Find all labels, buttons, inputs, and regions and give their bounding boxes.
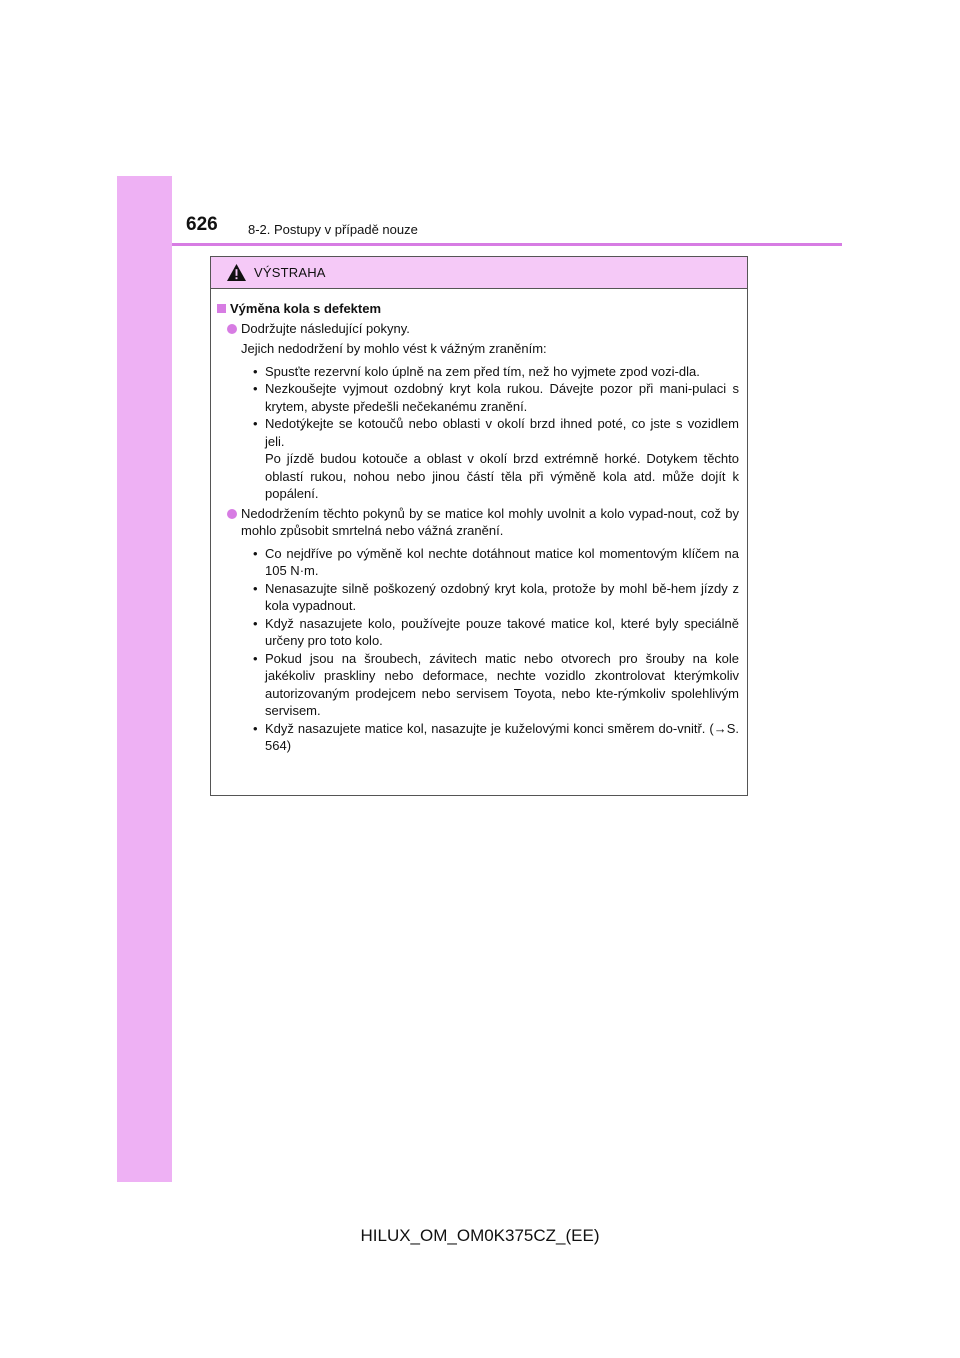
bullet-text: Pokud jsou na šroubech, závitech matic nebo otvorech pro šrouby na kole jakékoliv praskliny nebo deformace, nechte vozidlo zkontrolovat kterýmkoliv autorizovaným prodejcem nebo servisem Toyota, nebo kte-rýmkoliv spolehlivým servisem.	[265, 650, 739, 718]
square-bullet-icon	[217, 304, 226, 313]
list-item: • Když nasazujete kolo, používejte pouze takové matice kol, které byly speciálně určeny pro toto kolo.	[253, 615, 739, 648]
warning-box	[210, 256, 748, 796]
list-item: • Co nejdříve po výměně kol nechte dotáhnout matice kol momentovým klíčem na 105 N·m.	[253, 545, 739, 578]
circle-bullet-icon	[227, 324, 237, 334]
list-item	[217, 505, 739, 540]
item2-text: Nedodržením těchto pokynů by se matice kol mohly uvolnit a kolo vypad-nout, což by mohlo způsobit smrtelná nebo vážná zranění.	[241, 505, 739, 538]
bullet-extra-text: Po jízdě budou kotouče a oblast v okolí brzd extrémně horké. Dotykem těchto oblastí rukou, nohou nebo jinou částí těla při výměně kola atd. může dojít k popálení.	[265, 451, 739, 501]
item1-text: Dodržujte následující pokyny.	[241, 320, 410, 336]
list-item	[217, 320, 739, 338]
bullet-text: Nezkoušejte vyjmout ozdobný kryt kola rukou. Dávejte pozor při mani-pulaci s krytem, abyste předešli nečekanému zranění.	[265, 381, 739, 414]
list-item: • Když nasazujete matice kol, nasazujte je kuželovými konci směrem do-vnitř. (→S. 564)	[253, 720, 739, 753]
bullet-text: Když nasazujete kolo, používejte pouze takové matice kol, které byly speciálně určeny pro toto kolo.	[265, 615, 739, 648]
warning-body	[211, 289, 747, 755]
footer-doc-id: HILUX_OM_OM0K375CZ_(EE)	[360, 1226, 600, 1245]
warning-heading: Výměna kola s defektem	[230, 301, 382, 316]
warning-title: VÝSTRAHA	[254, 265, 326, 280]
circle-bullet-icon	[227, 509, 237, 519]
list-item: • Nezkoušejte vyjmout ozdobný kryt kola rukou. Dávejte pozor při mani-pulaci s krytem, abyste předešli nečekanému zranění.	[253, 381, 739, 414]
list-item: • Nenasazujte silně poškozený ozdobný kryt kola, protože by mohl bě-hem jízdy z kola vypadnout.	[253, 580, 739, 613]
bullet-text: Nenasazujte silně poškozený ozdobný kryt kola, protože by mohl bě-hem jízdy z kola vypadnout.	[265, 580, 739, 613]
bullet-text: Když nasazujete matice kol, nasazujte je kuželovými konci směrem do-vnitř. (→S. 564)	[265, 720, 739, 753]
warning-triangle-icon	[226, 263, 247, 282]
bullet-text: Co nejdříve po výměně kol nechte dotáhnout matice kol momentovým klíčem na 105 N·m.	[265, 545, 739, 578]
section-title: 8-2. Postupy v případě nouze	[248, 222, 418, 237]
side-tab-bar	[117, 176, 172, 1182]
item1-lead: Jejich nedodržení by mohlo vést k vážným zraněním:	[241, 341, 547, 356]
list-item: • Nedotýkejte se kotoučů nebo oblasti v okolí brzd ihned poté, co jste s vozidlem jeli. Po jízdě budou kotouče a oblast v okolí brzd extrémně horké. Dotykem těchto oblastí rukou, nohou nebo jinou částí těla při výměně kola atd. může dojít k popálení.	[253, 416, 739, 501]
item2-bullets	[217, 545, 739, 755]
list-item: • Pokud jsou na šroubech, závitech matic nebo otvorech pro šrouby na kole jakékoliv praskliny nebo deformace, nechte vozidlo zkontrolovat kterýmkoliv autorizovaným prodejcem nebo servisem Toyota, nebo kte-rýmkoliv spolehlivým servisem.	[253, 650, 739, 718]
bullet-text: Nedotýkejte se kotoučů nebo oblasti v okolí brzd ihned poté, co jste s vozidlem jeli.	[265, 416, 739, 449]
item1-bullets	[217, 363, 739, 503]
bullet-text: Spusťte rezervní kolo úplně na zem před tím, než ho vyjmete zpod vozi-dla.	[265, 363, 700, 379]
page-number: 626	[186, 214, 218, 235]
list-item: • Spusťte rezervní kolo úplně na zem před tím, než ho vyjmete zpod vozi-dla.	[253, 363, 700, 379]
header-rule	[172, 243, 842, 246]
warning-header	[211, 257, 747, 289]
warning-heading-row	[217, 300, 739, 318]
